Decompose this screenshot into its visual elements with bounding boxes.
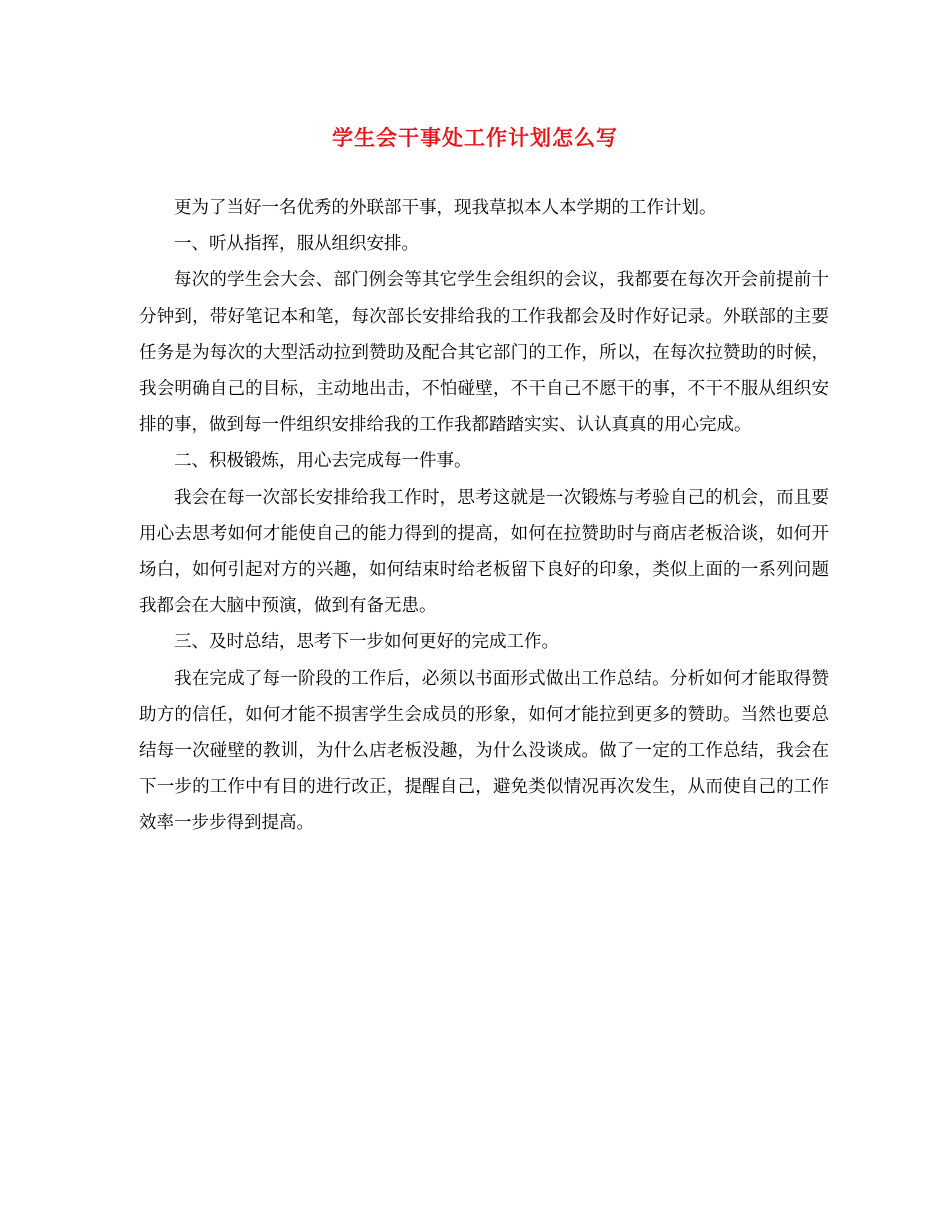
section-heading-1: 一、听从指挥，服从组织安排。 (174, 234, 419, 255)
intro-paragraph: 更为了当好一名优秀的外联部干事，现我草拟本人本学期的工作计划。 (174, 198, 717, 218)
section-body-2: 我会在每一次部长安排给我工作时，思考这就是一次锻炼与考验自己的机会，而且要用心去思考如何才能使自己的能力得到的提高，如何在拉赞助时与商店老板洽谈，如何开场白，如何引起对方的兴趣，如何结束时给老板留下良好的印象，类似上面的一系列问题我都会在大脑中预演，做到有备无患。 (139, 487, 829, 617)
section-heading-2: 二、积极锻炼，用心去完成每一件事。 (174, 451, 472, 472)
section-heading-3: 三、及时总结，思考下一步如何更好的完成工作。 (174, 632, 559, 653)
section-body-1: 每次的学生会大会、部门例会等其它学生会组织的会议，我都要在每次开会前提前十分钟到，带好笔记本和笔，每次部长安排给我的工作我都会及时作好记录。外联部的主要任务是为每次的大型活动拉到赞助及配合其它部门的工作，所以，在每次拉赞助的时候，我会明确自己的目标，主动地出击，不怕碰壁，不干自己不愿干的事，不干不服从组织安排的事，做到每一件组织安排给我的工作我都踏踏实实、认认真真的用心完成。 (139, 270, 829, 436)
section-body-3: 我在完成了每一阶段的工作后，必须以书面形式做出工作总结。分析如何才能取得赞助方的信任，如何才能不损害学生会成员的形象，如何才能拉到更多的赞助。当然也要总结每一次碰壁的教训，为什么店老板没趣，为什么没谈成。做了一定的工作总结，我会在下一步的工作中有目的进行改正，提醒自己，避免类似情况再次发生，从而使自己的工作效率一步步得到提高。 (139, 668, 829, 834)
document-title: 学生会干事处工作计划怎么写 (332, 125, 618, 150)
document-body (139, 190, 829, 842)
